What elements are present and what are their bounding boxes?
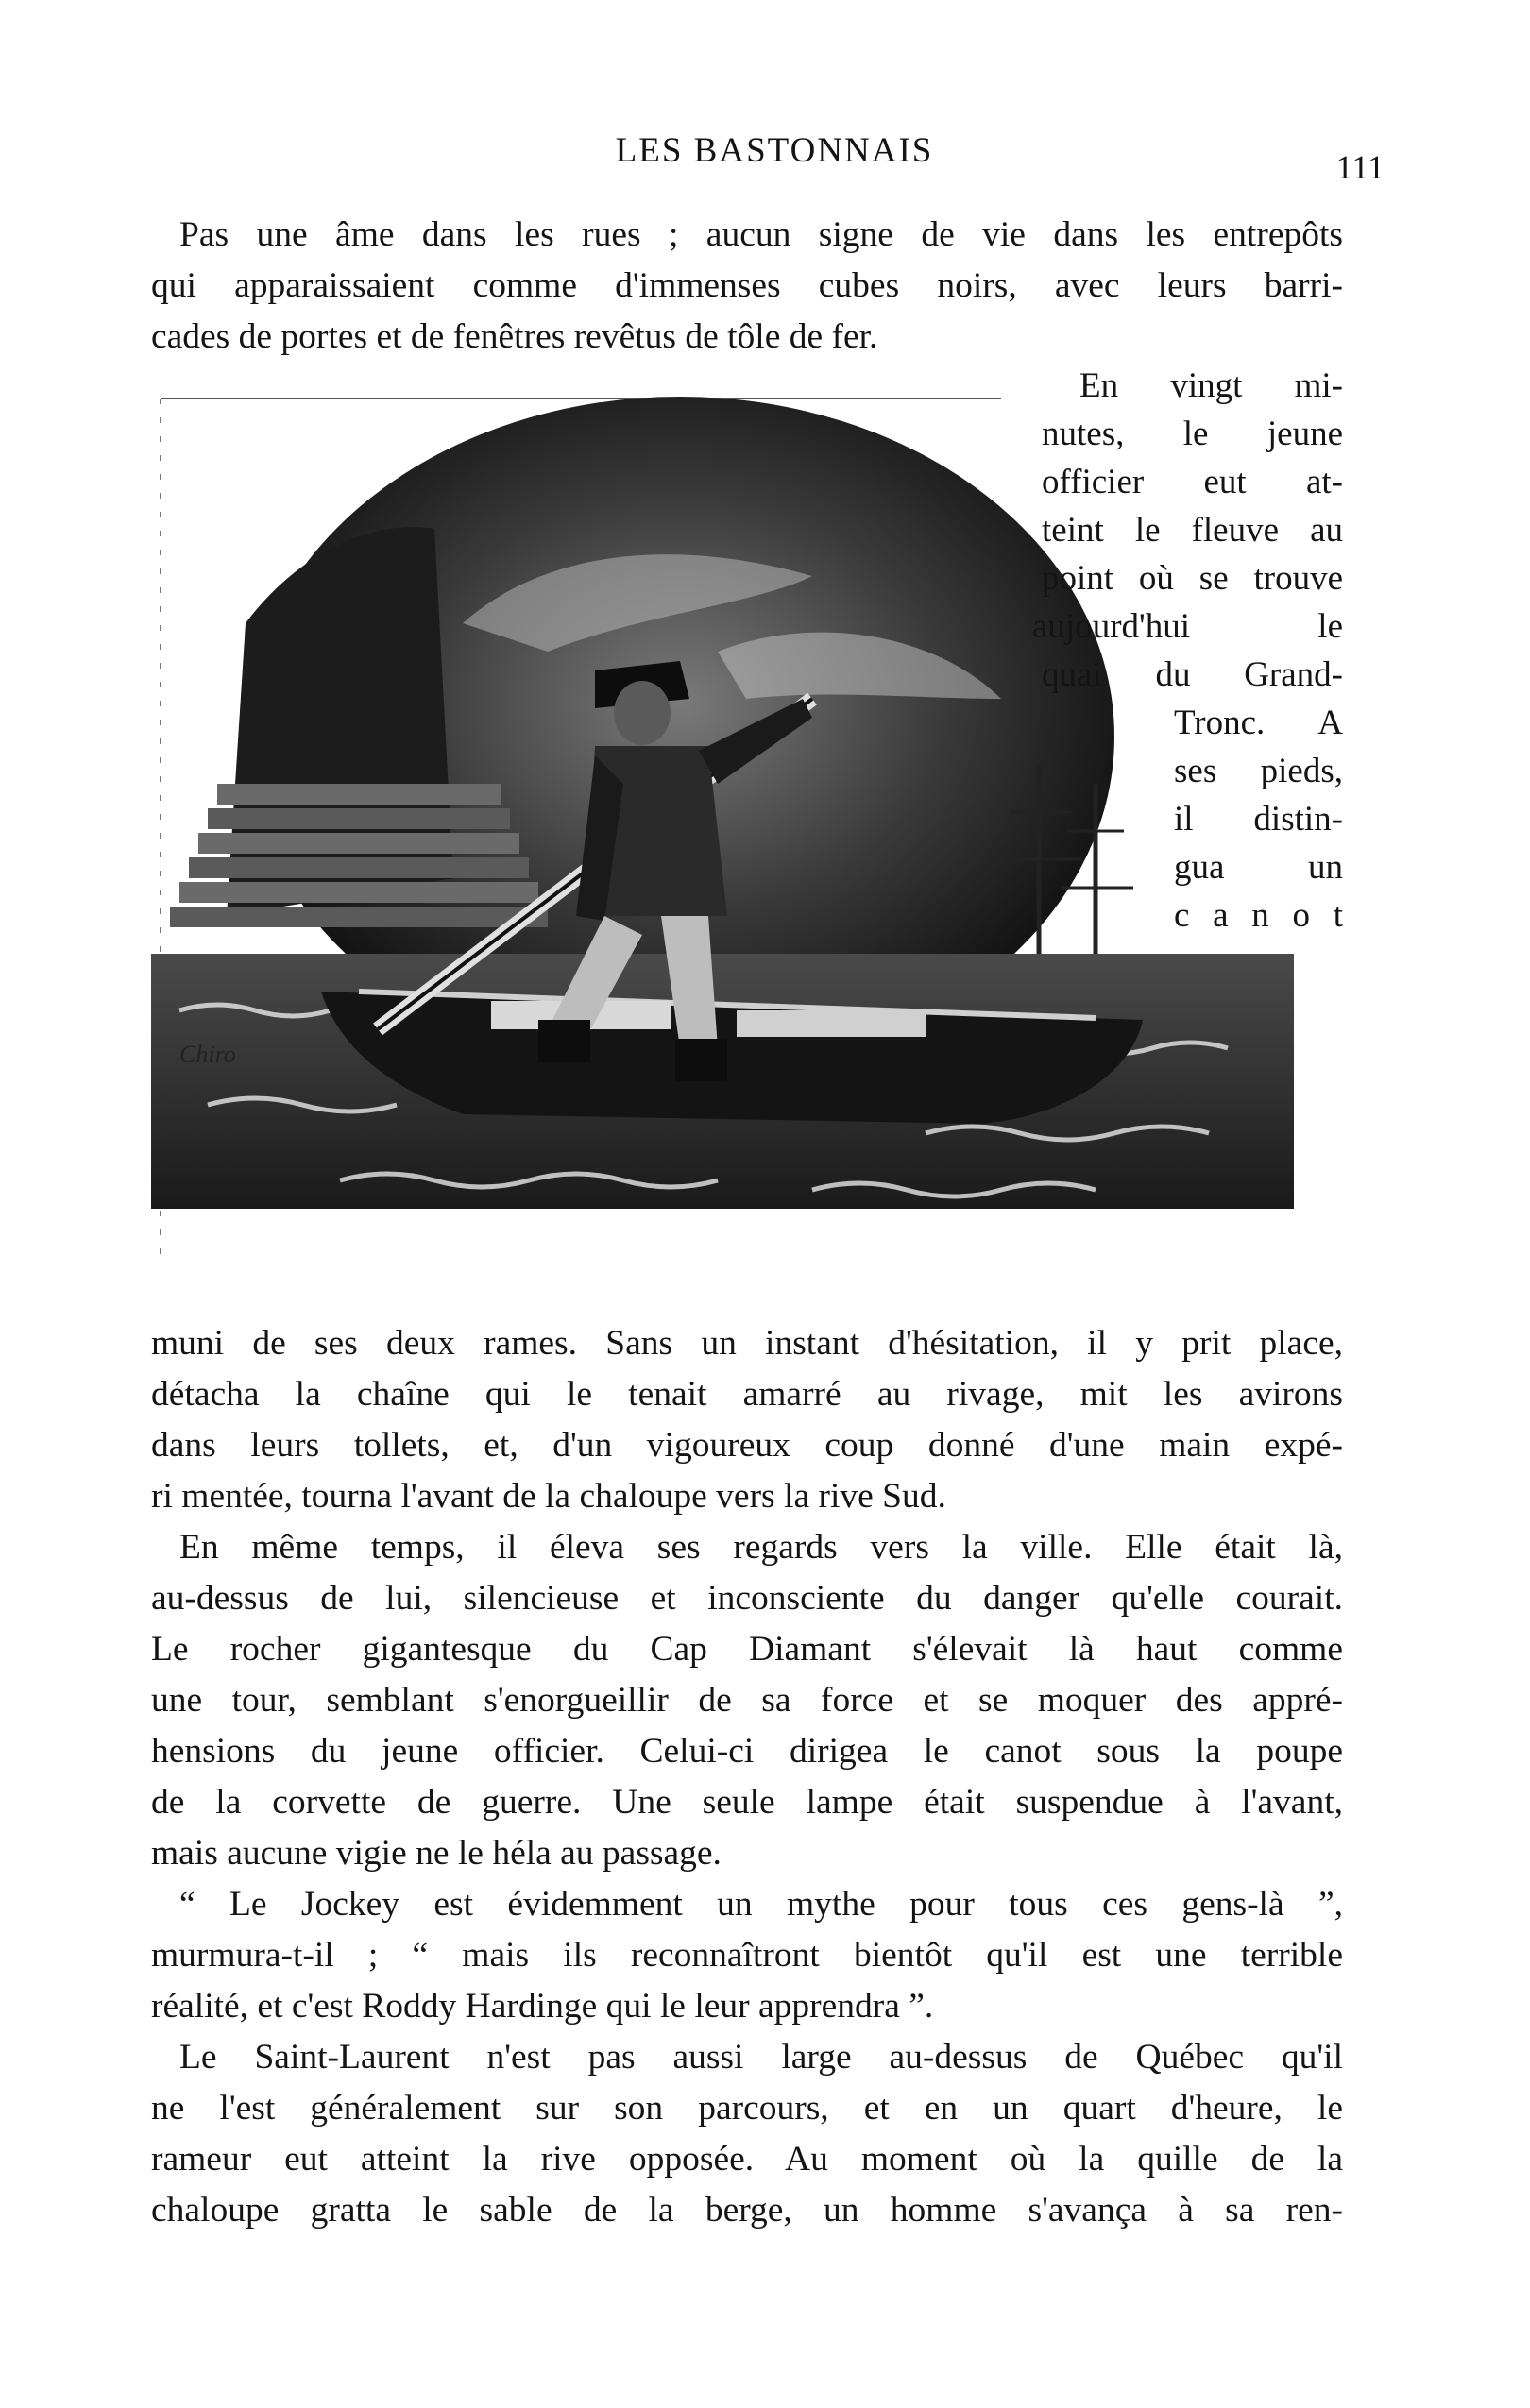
text-line: rameur eut atteint la rive opposée. Au moment où la quille de la — [151, 2140, 1343, 2179]
text-line: dans leurs tollets, et, d'un vigoureux coup donné d'une main expé- — [151, 1426, 1343, 1465]
side-text-line: aujourd'hui le — [1032, 607, 1343, 646]
side-text-line: nutes, le jeune — [1042, 415, 1343, 453]
text-line: Le Saint-Laurent n'est pas aussi large au-dessus de Québec qu'il — [179, 2038, 1343, 2077]
text-line: chaloupe gratta le sable de la berge, un homme s'avança à sa ren- — [151, 2191, 1343, 2230]
side-text-line: il distin- — [1174, 800, 1343, 839]
running-title: LES BASTONNAIS — [615, 131, 934, 170]
text-line: muni de ses deux rames. Sans un instant d'hésitation, il y prit place, — [151, 1324, 1343, 1363]
boat-seat — [737, 1010, 926, 1037]
text-line: détacha la chaîne qui le tenait amarré au rivage, mit les avirons — [151, 1375, 1343, 1414]
text-line: de la corvette de guerre. Une seule lampe était suspendue à l'avant, — [151, 1783, 1343, 1822]
text-line: une tour, semblant s'enorgueillir de sa force et se moquer des appré- — [151, 1681, 1343, 1720]
text-line: ne l'est généralement sur son parcours, et en un quart d'heure, le — [151, 2089, 1343, 2128]
text-line: Pas une âme dans les rues ; aucun signe de vie dans les entrepôts — [179, 215, 1343, 254]
text-line: En même temps, il éleva ses regards vers la ville. Elle était là, — [179, 1528, 1343, 1567]
side-text-line: teint le fleuve au — [1042, 511, 1343, 550]
side-text-line: quai du Grand- — [1042, 655, 1343, 694]
text-line: “ Le Jockey est évidemment un mythe pour tous ces gens-là ”, — [179, 1885, 1343, 1924]
side-text-line: gua un — [1174, 848, 1343, 887]
side-text-line: c a n o t — [1174, 896, 1343, 935]
text-line: hensions du jeune officier. Celui-ci dirigea le canot sous la poupe — [151, 1732, 1343, 1771]
text-line: au-dessus de lui, silencieuse et inconsciente du danger qu'elle courait. — [151, 1579, 1343, 1618]
text-line: mais aucune vigie ne le héla au passage. — [151, 1834, 722, 1873]
side-text-line: officier eut at- — [1042, 463, 1343, 501]
text-line: réalité, et c'est Roddy Hardinge qui le leur apprendra ”. — [151, 1987, 934, 2026]
side-text-line: point où se trouve — [1042, 559, 1343, 598]
text-line: qui apparaissaient comme d'immenses cubes noirs, avec leurs barri- — [151, 266, 1343, 305]
side-text-line: ses pieds, — [1174, 752, 1343, 790]
artist-signature: Chiro — [179, 1041, 236, 1068]
page-number: 111 — [1335, 148, 1385, 186]
side-text-line: En vingt mi- — [1080, 366, 1343, 405]
text-line: murmura-t-il ; “ mais ils reconnaîtront bientôt qu'il est une terrible — [151, 1936, 1343, 1975]
text-line: ri mentée, tourna l'avant de la chaloupe vers la rive Sud. — [151, 1477, 946, 1516]
text-line: Le rocher gigantesque du Cap Diamant s'élevait là haut comme — [151, 1630, 1343, 1669]
side-text-line: Tronc. A — [1174, 704, 1343, 742]
text-line: cades de portes et de fenêtres revêtus de tôle de fer. — [151, 317, 878, 356]
